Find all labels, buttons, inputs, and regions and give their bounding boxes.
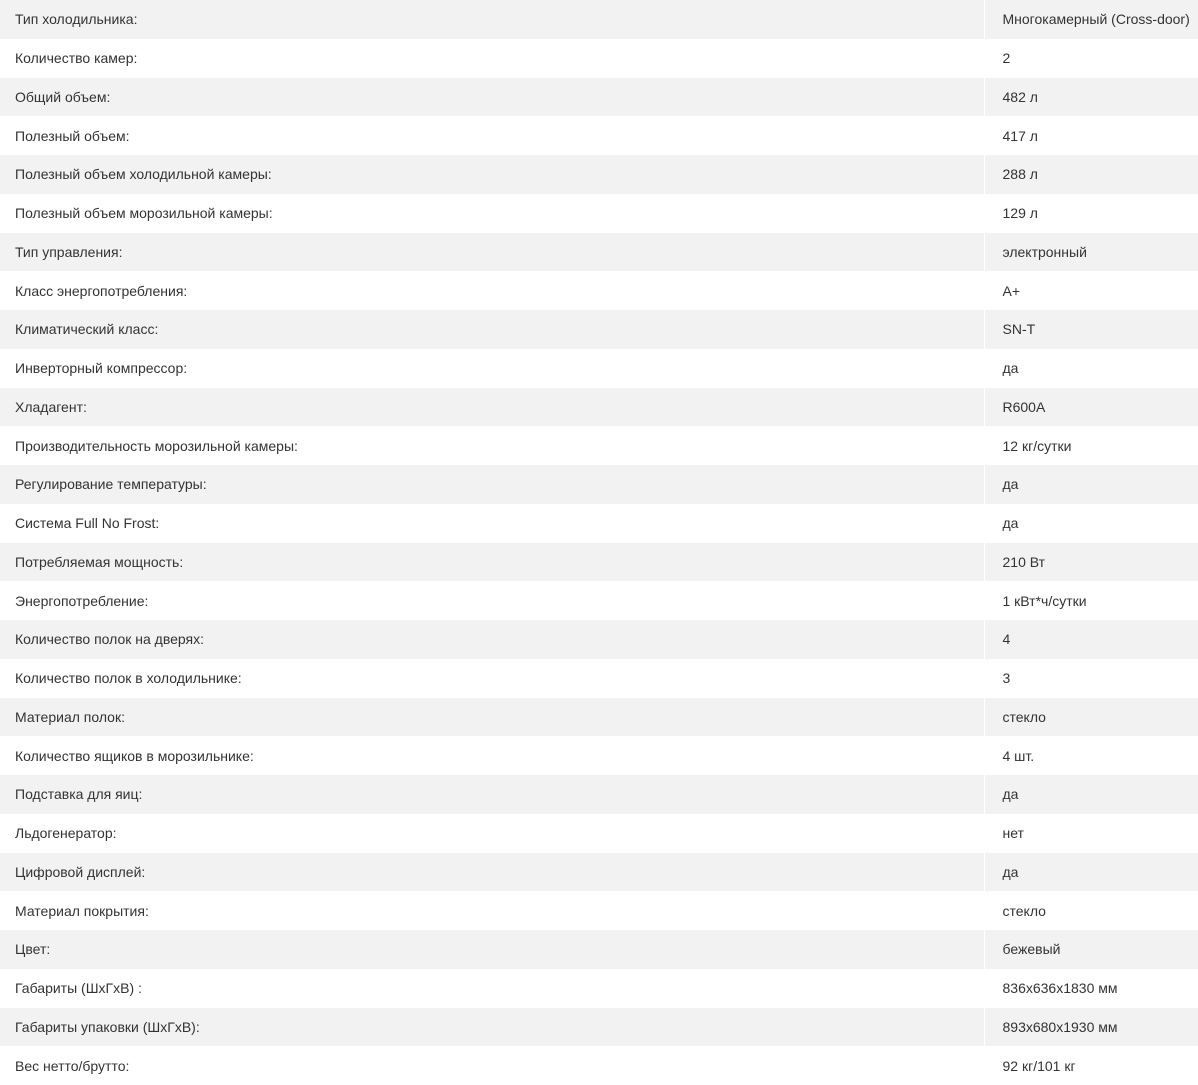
spec-name: Количество полок на дверях: bbox=[0, 620, 984, 659]
spec-row bbox=[0, 930, 1198, 969]
spec-name: Энергопотребление: bbox=[0, 581, 984, 620]
spec-name: Материал покрытия: bbox=[0, 891, 984, 930]
spec-name: Количество полок в холодильнике: bbox=[0, 659, 984, 698]
spec-row bbox=[0, 581, 1198, 620]
spec-name: Общий объем: bbox=[0, 78, 984, 117]
spec-row bbox=[0, 155, 1198, 194]
spec-value: Многокамерный (Cross-door) bbox=[984, 0, 1198, 39]
spec-value: 12 кг/сутки bbox=[984, 426, 1198, 465]
spec-name: Тип управления: bbox=[0, 233, 984, 272]
spec-name: Цвет: bbox=[0, 930, 984, 969]
spec-name: Количество ящиков в морозильнике: bbox=[0, 736, 984, 775]
spec-value: электронный bbox=[984, 233, 1198, 272]
spec-name: Полезный объем: bbox=[0, 116, 984, 155]
spec-row bbox=[0, 116, 1198, 155]
spec-name: Вес нетто/брутто: bbox=[0, 1046, 984, 1085]
spec-value: 3 bbox=[984, 659, 1198, 698]
spec-value: 92 кг/101 кг bbox=[984, 1046, 1198, 1085]
spec-row bbox=[0, 194, 1198, 233]
spec-row bbox=[0, 349, 1198, 388]
spec-name: Потребляемая мощность: bbox=[0, 543, 984, 582]
spec-row bbox=[0, 271, 1198, 310]
spec-row bbox=[0, 1008, 1198, 1047]
spec-row bbox=[0, 736, 1198, 775]
spec-value: да bbox=[984, 465, 1198, 504]
spec-row bbox=[0, 814, 1198, 853]
spec-value: бежевый bbox=[984, 930, 1198, 969]
spec-value: да bbox=[984, 504, 1198, 543]
spec-row bbox=[0, 891, 1198, 930]
spec-row bbox=[0, 659, 1198, 698]
spec-value: 2 bbox=[984, 39, 1198, 78]
spec-row bbox=[0, 853, 1198, 892]
spec-row bbox=[0, 698, 1198, 737]
spec-row bbox=[0, 426, 1198, 465]
spec-name: Производительность морозильной камеры: bbox=[0, 426, 984, 465]
spec-row bbox=[0, 1046, 1198, 1085]
spec-value: 129 л bbox=[984, 194, 1198, 233]
spec-value: A+ bbox=[984, 271, 1198, 310]
spec-row bbox=[0, 39, 1198, 78]
spec-value: 836х636х1830 мм bbox=[984, 969, 1198, 1008]
spec-value: нет bbox=[984, 814, 1198, 853]
spec-name: Инверторный компрессор: bbox=[0, 349, 984, 388]
spec-name: Цифровой дисплей: bbox=[0, 853, 984, 892]
spec-name: Полезный объем морозильной камеры: bbox=[0, 194, 984, 233]
spec-value: 893х680х1930 мм bbox=[984, 1008, 1198, 1047]
spec-name: Полезный объем холодильной камеры: bbox=[0, 155, 984, 194]
spec-value: да bbox=[984, 775, 1198, 814]
spec-value: 288 л bbox=[984, 155, 1198, 194]
spec-name: Климатический класс: bbox=[0, 310, 984, 349]
spec-value: да bbox=[984, 853, 1198, 892]
spec-name: Льдогенератор: bbox=[0, 814, 984, 853]
spec-value: стекло bbox=[984, 891, 1198, 930]
spec-row bbox=[0, 78, 1198, 117]
spec-row bbox=[0, 233, 1198, 272]
spec-name: Регулирование температуры: bbox=[0, 465, 984, 504]
spec-value: да bbox=[984, 349, 1198, 388]
spec-value: 4 шт. bbox=[984, 736, 1198, 775]
spec-row bbox=[0, 620, 1198, 659]
spec-value: 417 л bbox=[984, 116, 1198, 155]
spec-row bbox=[0, 388, 1198, 427]
spec-row bbox=[0, 465, 1198, 504]
spec-row bbox=[0, 543, 1198, 582]
spec-row bbox=[0, 504, 1198, 543]
spec-name: Тип холодильника: bbox=[0, 0, 984, 39]
spec-row bbox=[0, 310, 1198, 349]
spec-value: 4 bbox=[984, 620, 1198, 659]
spec-value: 1 кВт*ч/сутки bbox=[984, 581, 1198, 620]
spec-value: SN-T bbox=[984, 310, 1198, 349]
spec-name: Система Full No Frost: bbox=[0, 504, 984, 543]
spec-name: Класс энергопотребления: bbox=[0, 271, 984, 310]
spec-name: Материал полок: bbox=[0, 698, 984, 737]
spec-value: 482 л bbox=[984, 78, 1198, 117]
spec-row bbox=[0, 0, 1198, 39]
spec-row bbox=[0, 969, 1198, 1008]
spec-name: Подставка для яиц: bbox=[0, 775, 984, 814]
spec-value: стекло bbox=[984, 698, 1198, 737]
spec-name: Количество камер: bbox=[0, 39, 984, 78]
spec-name: Хладагент: bbox=[0, 388, 984, 427]
spec-value: R600A bbox=[984, 388, 1198, 427]
spec-row bbox=[0, 775, 1198, 814]
spec-name: Габариты (ШхГхВ) : bbox=[0, 969, 984, 1008]
spec-name: Габариты упаковки (ШхГхВ): bbox=[0, 1008, 984, 1047]
spec-value: 210 Вт bbox=[984, 543, 1198, 582]
